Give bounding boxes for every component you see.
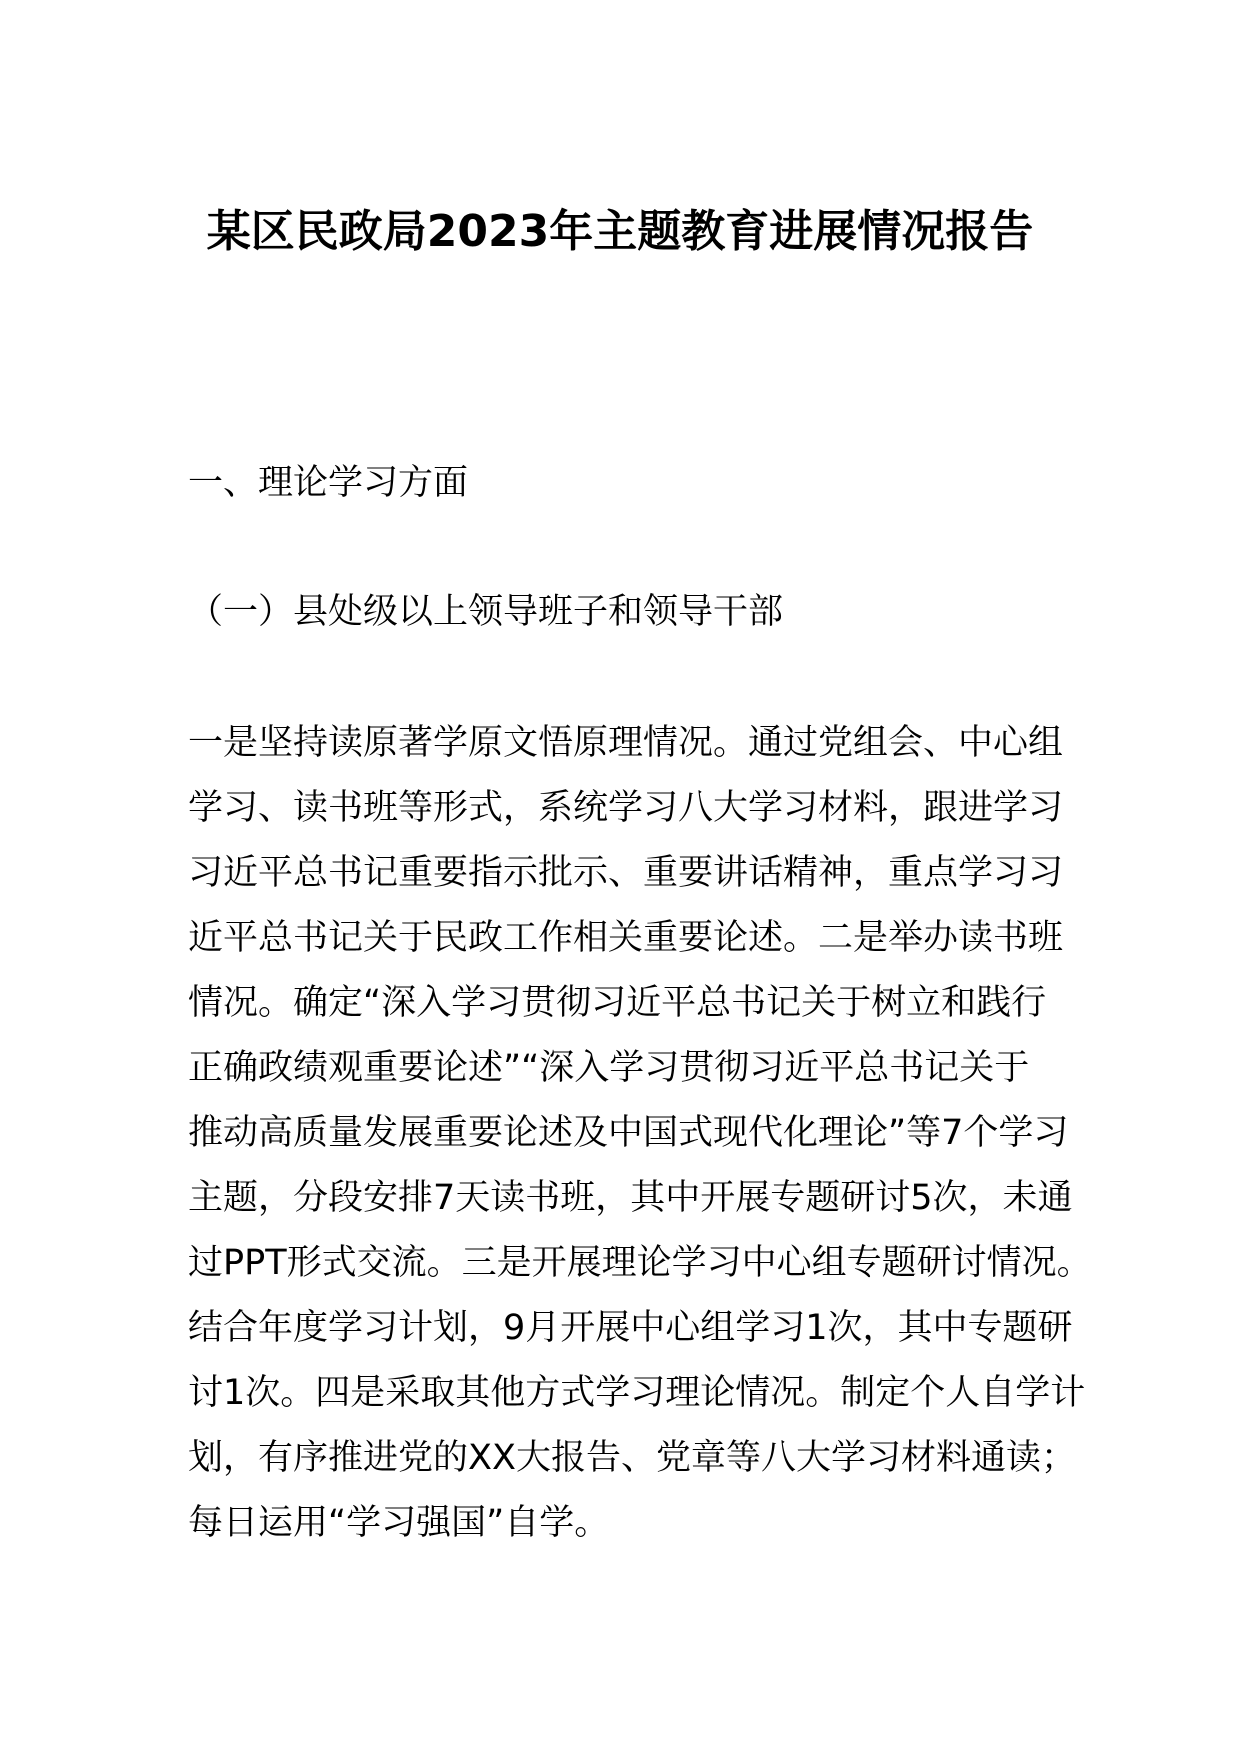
subsection-heading: （一）县处级以上领导班子和领导干部 [188,592,784,632]
paragraph-line: 划，有序推进党的XX大报告、党章等八大学习材料通读； [188,1438,1076,1478]
document-title: 某区民政局2023年主题教育进展情况报告 [206,206,1034,257]
paragraph-line: 一是坚持读原著学原文悟原理情况。通过党组会、中心组 [188,723,1064,763]
paragraph-line: 习近平总书记重要指示批示、重要讲话精神，重点学习习 [188,853,1064,893]
paragraph-line: 讨1次。四是采取其他方式学习理论情况。制定个人自学计 [188,1373,1086,1413]
paragraph-line: 每日运用“学习强国”自学。 [188,1503,610,1543]
paragraph-line: 近平总书记关于民政工作相关重要论述。二是举办读书班 [188,918,1064,958]
paragraph-line: 结合年度学习计划，9月开展中心组学习1次，其中专题研 [188,1308,1073,1348]
body-paragraph [188,711,1092,1556]
paragraph-line: 过PPT形式交流。三是开展理论学习中心组专题研讨情况。 [188,1243,1092,1283]
paragraph-line: 正确政绩观重要论述”“深入学习贯彻习近平总书记关于 [188,1048,1030,1088]
paragraph-line: 情况。确定“深入学习贯彻习近平总书记关于树立和践行 [188,983,1047,1023]
section-heading: 一、理论学习方面 [188,463,469,503]
paragraph-line: 学习、读书班等形式，系统学习八大学习材料，跟进学习 [188,788,1064,828]
paragraph-line: 推动高质量发展重要论述及中国式现代化理论”等7个学习 [188,1113,1069,1153]
paragraph-line: 主题，分段安排7天读书班，其中开展专题研讨5次，未通 [188,1178,1073,1218]
